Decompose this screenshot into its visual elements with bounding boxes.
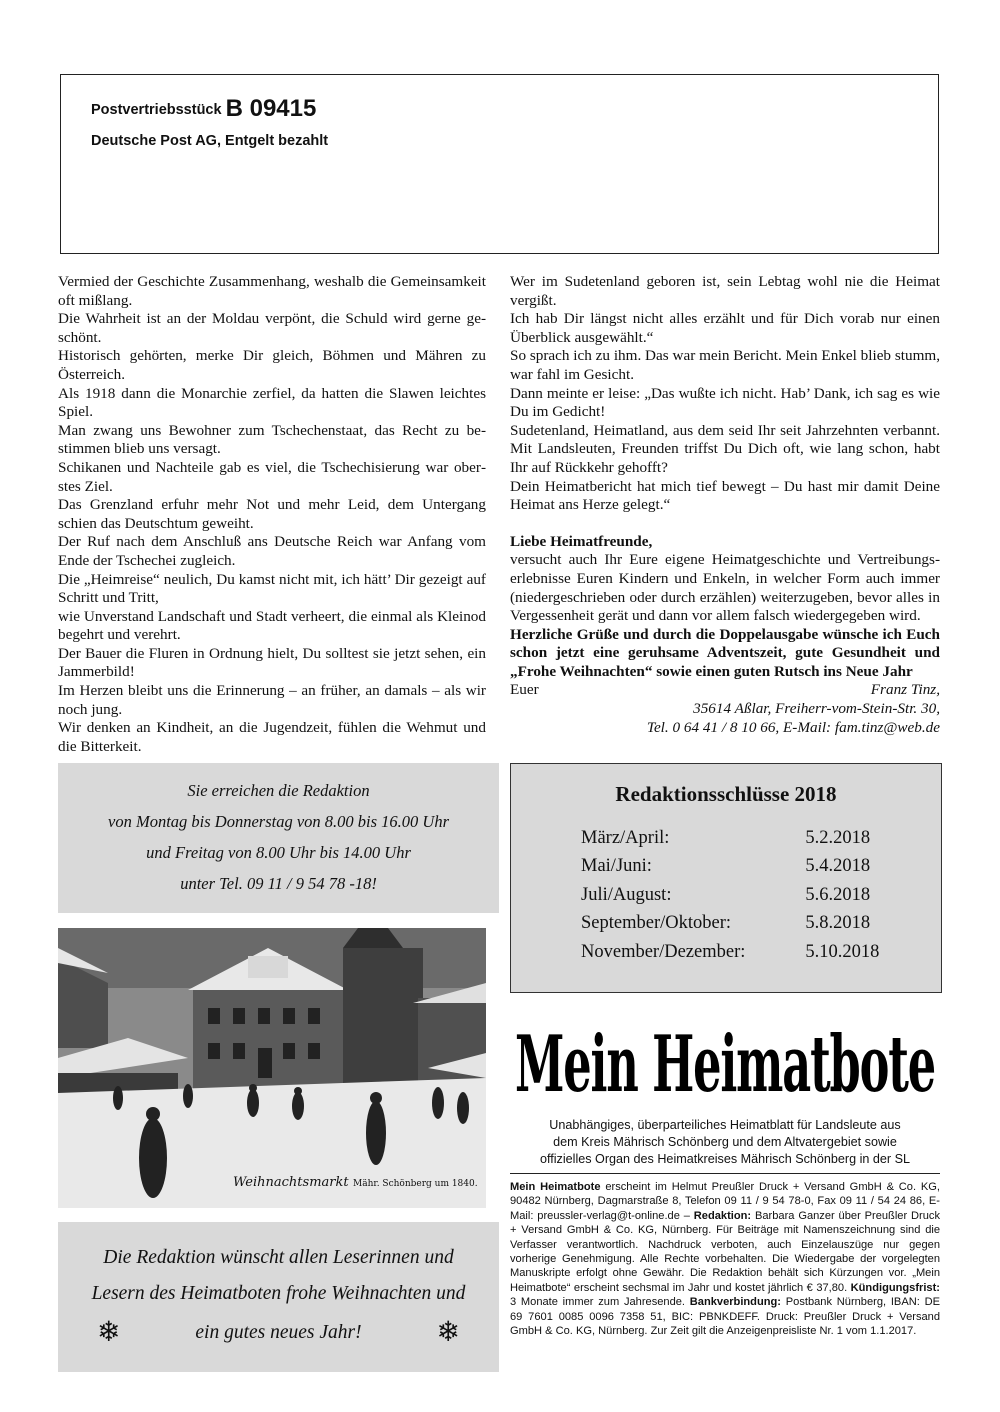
masthead-title: Mein Heimatbote xyxy=(515,1019,935,1110)
greeting-line xyxy=(58,1312,499,1351)
contact-line: unter Tel. 09 11 / 9 54 78 -18! xyxy=(180,874,377,893)
letter-salutation: Liebe Heimatfreunde, xyxy=(510,532,653,550)
poem-line: Historisch gehörten, merke Dir gleich, Böhmen und Mähren zu Österreich. xyxy=(58,347,486,383)
euer-text: Euer xyxy=(510,681,539,699)
masthead-blackletter xyxy=(510,1005,940,1113)
poem-line: Schikanen und Nachteile gab es viel, die Tschechisierung war oberstes Ziel. xyxy=(58,458,486,495)
deadline-issue: Mai/Juni: xyxy=(581,856,652,877)
caption-place: Mähr. Schönberg um 1840. xyxy=(353,1179,478,1189)
deadline-issue: Juli/August: xyxy=(581,884,672,905)
poem-line: Sudetenland, Heimatland, aus dem seid Ihr seit Jahrzehnten verbannt. Mit Landsleuten, Freunden triffst Du Dich oft, wie lang schon, habt Ihr auf Rückkehr gehofft? xyxy=(510,421,940,476)
table-row xyxy=(581,824,879,853)
poem-line: Der Bauer die Fluren in Ordnung hielt, Du solltest sie jetzt sehen, ein Jammerbild! xyxy=(58,644,486,681)
deadline-date: 5.6.2018 xyxy=(805,884,871,905)
poem-line: Dein Heimatbericht hat mich tief bewegt – Du hast mir damit Deine Heimat ans Herze gelegt.“ xyxy=(510,477,940,514)
tagline-line: offizielles Organ des Heimatkreises Mährisch Schönberg in der SL xyxy=(539,1152,911,1166)
author-address: 35614 Aßlar, Freiherr-vom-Stein-Str. 30, xyxy=(693,700,940,718)
poem-line: So sprach ich zu ihm. Das war mein Bericht. Mein Enkel blieb stumm, war fahl im Gesicht. xyxy=(510,347,940,383)
table-row xyxy=(581,881,879,910)
editorial-contact-box xyxy=(58,763,499,913)
poem-left-column xyxy=(58,273,486,756)
imprint-part: erscheint im Helmut Preußler Druck + Versand GmbH & Co. KG, 90482 Nürnberg, Dagmarstraße 8, Telefon 09 11 / 9 54 78-0, Fax 09 11 / 54 24 86, E-Mail: preussler-verlag@t-online.de – xyxy=(510,1181,940,1222)
divider xyxy=(510,1173,940,1174)
deadline-date: 5.4.2018 xyxy=(805,856,871,877)
editorial-deadlines-box xyxy=(510,763,942,993)
signature-line xyxy=(510,681,940,700)
contact-line: von Montag bis Donnerstag von 8.00 bis 16.00 Uhr xyxy=(108,812,449,831)
imprint-part: Barbara Ganzer über Preußler Druck + Versand GmbH & Co. KG, Nürnberg. Für Beiträge mit Namenszeichnung sind die Verfasser verantwortlich. Nachdruck verboten, auch Einzelauszüge nur gegen vorherige Genehmigung. Alle Rechte vorbehalten. Die Wiedergabe der vorgelegten Manuskripte erfolgt ohne Gewähr. Die Redaktion behält sich Kürzungen vor. „Mein Heimatbote“ erscheint sechsmal im Jahr und kostet jährlich € 37,80. xyxy=(510,1209,940,1294)
author-contact: Tel. 0 64 41 / 8 10 66, E-Mail: fam.tinz@web.de xyxy=(646,718,940,736)
poem-line: Die „Heimreise“ neulich, Du kamst nicht mit, ich hätt’ Dir gezeigt auf Schritt und Tritt, xyxy=(58,570,486,607)
poem-line: Ich hab Dir längst nicht alles erzählt und für Dich vorab nur einen Überblick ausgewählt.“ xyxy=(510,310,940,346)
snowflake-icon: ❄ xyxy=(436,1317,460,1348)
imprint-part: Postbank Nürnberg, IBAN: DE 69 7601 0085 0096 7358 51, BIC: PBNKDEFF. Druck: Preußler Druck + Versand GmbH & Co. KG, Nürnberg. Zur Zeit gilt die Anzeigenpreisliste Nr. 1 vom 1.1.2017. xyxy=(510,1296,940,1338)
author-name: Franz Tinz, xyxy=(870,681,940,699)
postal-id-prefix: Postvertriebsstück xyxy=(91,102,222,118)
snowflake-icon: ❄ xyxy=(97,1317,121,1348)
poem-line: Im Herzen bleibt uns die Erinnerung – an früher, an damals – als wir noch jung. xyxy=(58,682,486,718)
imprint-name: Mein Heimatbote xyxy=(510,1181,601,1193)
table-row xyxy=(581,938,879,967)
mailing-label-box xyxy=(60,74,939,254)
tagline-line: Unabhängiges, überparteiliches Heimatblatt für Landsleute aus xyxy=(549,1118,901,1132)
table-row xyxy=(581,910,879,939)
poem-line: Wer im Sudetenland geboren ist, sein Lebtag wohl nie die Heimat vergißt. xyxy=(510,273,940,309)
greeting-line: Die Redaktion wünscht allen Leserinnen und xyxy=(103,1247,454,1268)
imprint-label: Redaktion: xyxy=(693,1209,752,1222)
deadline-date: 5.2.2018 xyxy=(805,827,871,848)
poem-line: Das Grenzland erfuhr mehr Not und mehr Leid, dem Untergang schien das Deutschtum geweiht. xyxy=(58,496,486,532)
contact-line: Sie erreichen die Redaktion xyxy=(187,781,370,800)
poem-line: Die Wahrheit ist an der Moldau verpönt, die Schuld wird gerne geschönt. xyxy=(58,310,486,346)
greeting-line: Lesern des Heimatboten frohe Weihnachten und xyxy=(91,1283,466,1304)
deadline-date: 5.8.2018 xyxy=(805,913,871,934)
caption-title: Weihnachtsmarkt xyxy=(233,1175,349,1190)
christmas-greeting-box xyxy=(58,1222,499,1372)
deadline-issue: März/April: xyxy=(581,827,670,848)
deadlines-title: Redaktionsschlüsse 2018 xyxy=(615,782,837,806)
christmas-market-illustration xyxy=(58,928,486,1208)
masthead-tagline xyxy=(510,1117,940,1168)
imprint-part: 3 Monate immer zum Jahresende. xyxy=(510,1296,690,1309)
imprint-label: Bankverbindung: xyxy=(689,1296,781,1309)
letter-body: versucht auch Ihr Eure eigene Heimatgeschichte und Vertreibungserlebnisse Euren Kindern und Enkeln, in welcher Form auch immer (niedergeschrieben oder durch erzählen) weiterzugeben, bevor alles in Vergessenheit gerät und dann vor allem falsch wiedergegeben wird. xyxy=(510,551,940,625)
postal-id-line xyxy=(91,95,316,123)
deadline-issue: November/Dezember: xyxy=(581,941,746,962)
market-scene xyxy=(58,928,486,1208)
poem-line: Der Ruf nach dem Anschluß ans Deutsche Reich war Anfang vom Ende der Tschechei zugleich. xyxy=(58,533,486,569)
postal-id-code: B 09415 xyxy=(225,95,317,122)
poem-line: Man zwang uns Bewohner zum Tschechenstaat, das Recht zu bestimmen blieb uns versagt. xyxy=(58,421,486,458)
table-row xyxy=(581,853,879,882)
deadline-date: 5.10.2018 xyxy=(805,941,880,962)
poem-line: Vermied der Geschichte Zusammenhang, weshalb die Gemeinsamkeit oft mißlang. xyxy=(58,273,486,309)
deadlines-table xyxy=(581,824,879,967)
imprint-label: Kündigungsfrist: xyxy=(850,1281,940,1294)
poem-line: Als 1918 dann die Monarchie zerfiel, da hatten die Slawen leichtes Spiel. xyxy=(58,384,486,421)
poem-line: Wir denken an Kindheit, an die Jugendzeit, fühlen die Wehmut und die Bitterkeit. xyxy=(58,719,486,755)
masthead-logo xyxy=(510,1005,940,1113)
poem-right-column xyxy=(510,273,940,737)
greeting-final: ein gutes neues Jahr! xyxy=(195,1322,362,1343)
contact-line: und Freitag von 8.00 Uhr bis 14.00 Uhr xyxy=(146,843,411,862)
imprint-text xyxy=(510,1180,940,1338)
poem-line: wie Unverstand Landschaft und Stadt verheert, die einmal als Kleinod begehrt und verehrt. xyxy=(58,607,486,644)
postage-paid-line: Deutsche Post AG, Entgelt bezahlt xyxy=(91,133,329,149)
letter-closing: Herzliche Grüße und durch die Doppelausgabe wünsche ich Euch schon jetzt eine geruhsame Adventszeit, gute Gesundheit und „Frohe Weihnachten“ sowie einen guten Rutsch ins Neue Jahr xyxy=(510,625,940,680)
tagline-line: dem Kreis Mährisch Schönberg und dem Altvatergebiet sowie xyxy=(553,1135,897,1149)
poem-line: Dann meinte er leise: „Das wußte ich nicht. Hab’ Dank, ich sag es wie Du im Gedicht! xyxy=(510,384,940,421)
deadline-issue: September/Oktober: xyxy=(581,913,732,934)
